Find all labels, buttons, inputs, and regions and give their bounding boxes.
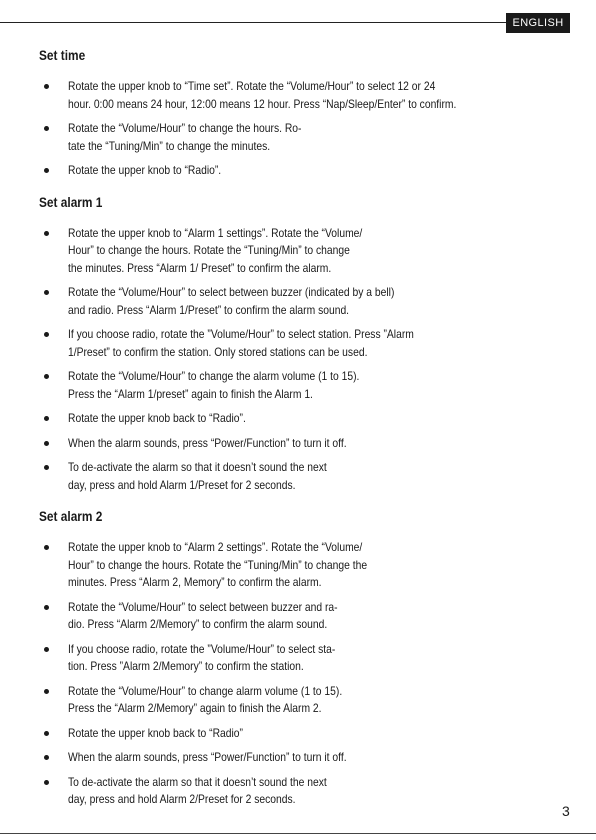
bullet-icon: [44, 755, 49, 760]
footer-rule: [0, 833, 596, 834]
bullet-icon: [44, 416, 49, 421]
bullet-icon: [44, 231, 49, 236]
section-set-alarm-1: [39, 194, 569, 495]
list-item: When the alarm sounds, press “Power/Function” to turn it off.: [39, 435, 569, 453]
manual-content: [39, 47, 569, 823]
bullet-list: [39, 539, 569, 809]
header-rule: [0, 22, 506, 23]
list-item: Rotate the “Volume/Hour” to change alarm volume (1 to 15). Press the “Alarm 2/Memory” again to finish the Alarm 2.: [39, 683, 569, 718]
list-item: To de-activate the alarm so that it doesn’t sound the next day, press and hold Alarm 1/Preset for 2 seconds.: [39, 459, 569, 494]
list-item: If you choose radio, rotate the ”Volume/Hour” to select station. Press ”Alarm 1/Preset” to confirm the station. Only stored stations can be used.: [39, 326, 569, 361]
bullet-list: [39, 78, 569, 180]
bullet-icon: [44, 374, 49, 379]
list-item: When the alarm sounds, press “Power/Function” to turn it off.: [39, 749, 569, 767]
page-number: 3: [562, 803, 570, 819]
bullet-icon: [44, 780, 49, 785]
list-item: Rotate the upper knob back to “Radio”: [39, 725, 569, 743]
list-item: Rotate the upper knob to “Time set”. Rotate the “Volume/Hour” to select 12 or 24 hour. 0:00 means 24 hour, 12:00 means 12 hour. Press “Nap/Sleep/Enter” to confirm.: [39, 78, 569, 113]
list-item: Rotate the upper knob to “Alarm 2 settings”. Rotate the “Volume/ Hour” to change the hours. Rotate the “Tuning/Min” to change the minutes. Press “Alarm 2, Memory” to confirm the alarm.: [39, 539, 569, 592]
bullet-icon: [44, 168, 49, 173]
language-badge: ENGLISH: [506, 13, 570, 33]
bullet-icon: [44, 332, 49, 337]
list-item: Rotate the “Volume/Hour” to change the hours. Ro- tate the “Tuning/Min” to change the minutes.: [39, 120, 569, 155]
list-item: To de-activate the alarm so that it doesn’t sound the next day, press and hold Alarm 2/Preset for 2 seconds.: [39, 774, 569, 809]
bullet-icon: [44, 441, 49, 446]
section-title: Set alarm 2: [39, 509, 103, 524]
bullet-icon: [44, 689, 49, 694]
list-item: Rotate the upper knob to “Radio”.: [39, 162, 569, 180]
bullet-icon: [44, 647, 49, 652]
list-item: Rotate the “Volume/Hour” to select between buzzer (indicated by a bell) and radio. Press “Alarm 1/Preset” to confirm the alarm sound.: [39, 284, 569, 319]
bullet-list: [39, 225, 569, 495]
bullet-icon: [44, 605, 49, 610]
list-item: If you choose radio, rotate the ”Volume/Hour” to select sta- tion. Press ”Alarm 2/Memory” to confirm the station.: [39, 641, 569, 676]
bullet-icon: [44, 126, 49, 131]
list-item: Rotate the “Volume/Hour” to select between buzzer and ra- dio. Press “Alarm 2/Memory” to confirm the alarm sound.: [39, 599, 569, 634]
section-set-alarm-2: [39, 508, 569, 809]
list-item: Rotate the “Volume/Hour” to change the alarm volume (1 to 15). Press the “Alarm 1/preset” again to finish the Alarm 1.: [39, 368, 569, 403]
section-title: Set alarm 1: [39, 194, 103, 210]
section-set-time: [39, 47, 569, 180]
bullet-icon: [44, 84, 49, 89]
list-item: Rotate the upper knob to “Alarm 1 settings”. Rotate the “Volume/ Hour” to change the hours. Rotate the “Tuning/Min” to change the minutes. Press “Alarm 1/ Preset” to confirm the alarm.: [39, 225, 569, 278]
list-item: Rotate the upper knob back to “Radio”.: [39, 410, 569, 428]
bullet-icon: [44, 290, 49, 295]
bullet-icon: [44, 465, 49, 470]
section-title: Set time: [39, 48, 86, 63]
bullet-icon: [44, 731, 49, 736]
bullet-icon: [44, 545, 49, 550]
